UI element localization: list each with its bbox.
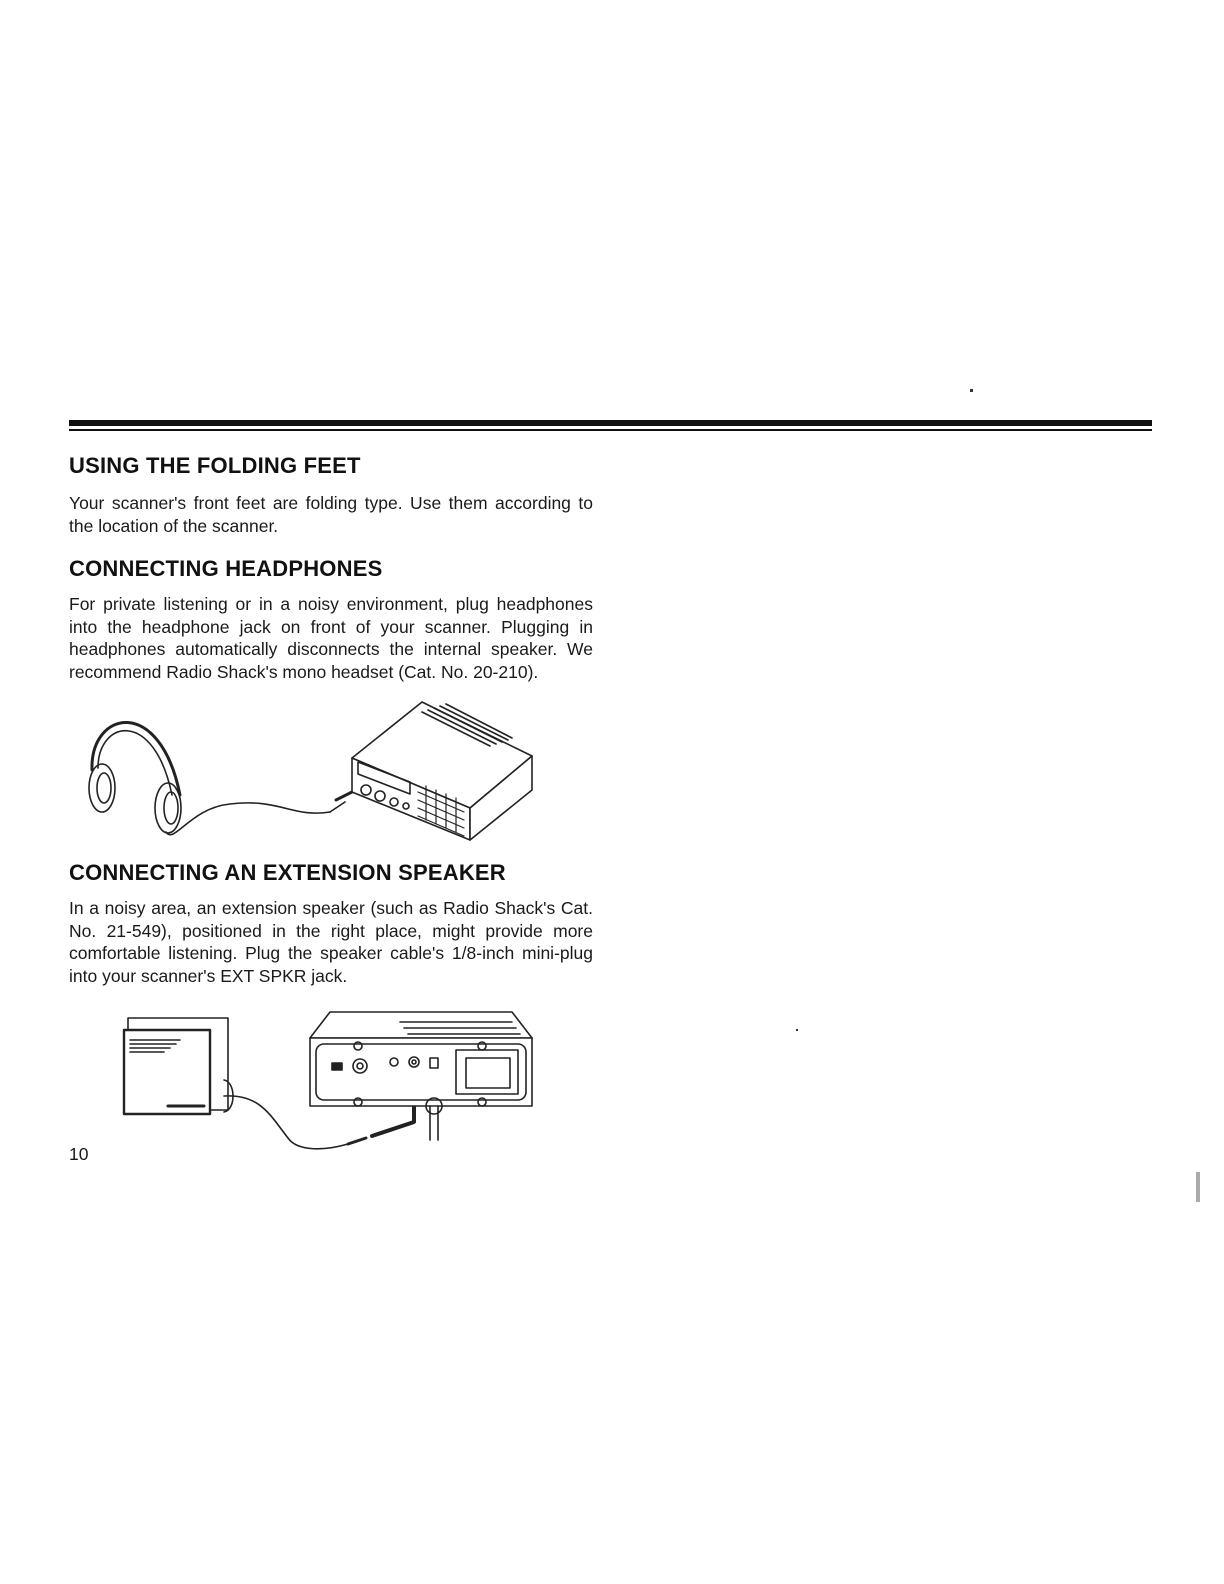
section-heading: CONNECTING HEADPHONES [69, 556, 383, 581]
section-headphones [69, 556, 593, 683]
section-extension-speaker [69, 860, 593, 987]
section-heading: USING THE FOLDING FEET [69, 453, 361, 478]
section-body: Your scanner's front feet are folding type. Use them according to the location of the scanner. [69, 493, 593, 536]
headphones-figure [70, 700, 550, 850]
scan-edge-mark [1196, 1172, 1200, 1202]
scan-speck [796, 1029, 798, 1031]
section-body: In a noisy area, an extension speaker (such as Radio Shack's Cat. No. 21-549), positioned in the right place, might provide more comfortable listening. Plug the speaker cable's 1/8-inch mini-plug into your scanner's EXT SPKR jack. [69, 898, 593, 986]
speaker-figure [120, 1010, 550, 1160]
section-body: For private listening or in a noisy environment, plug headphones into the headphone jack on front of your scanner. Plugging in headphones automatically disconnects the internal speaker. We recommend Radio Shack's mono headset (Cat. No. 20-210). [69, 594, 593, 682]
section-heading: CONNECTING AN EXTENSION SPEAKER [69, 860, 506, 885]
header-rule-thin [69, 429, 1152, 431]
section-folding-feet [69, 453, 593, 537]
scan-speck [970, 389, 973, 392]
header-rule-thick [69, 420, 1152, 426]
page-number: 10 [69, 1144, 89, 1164]
